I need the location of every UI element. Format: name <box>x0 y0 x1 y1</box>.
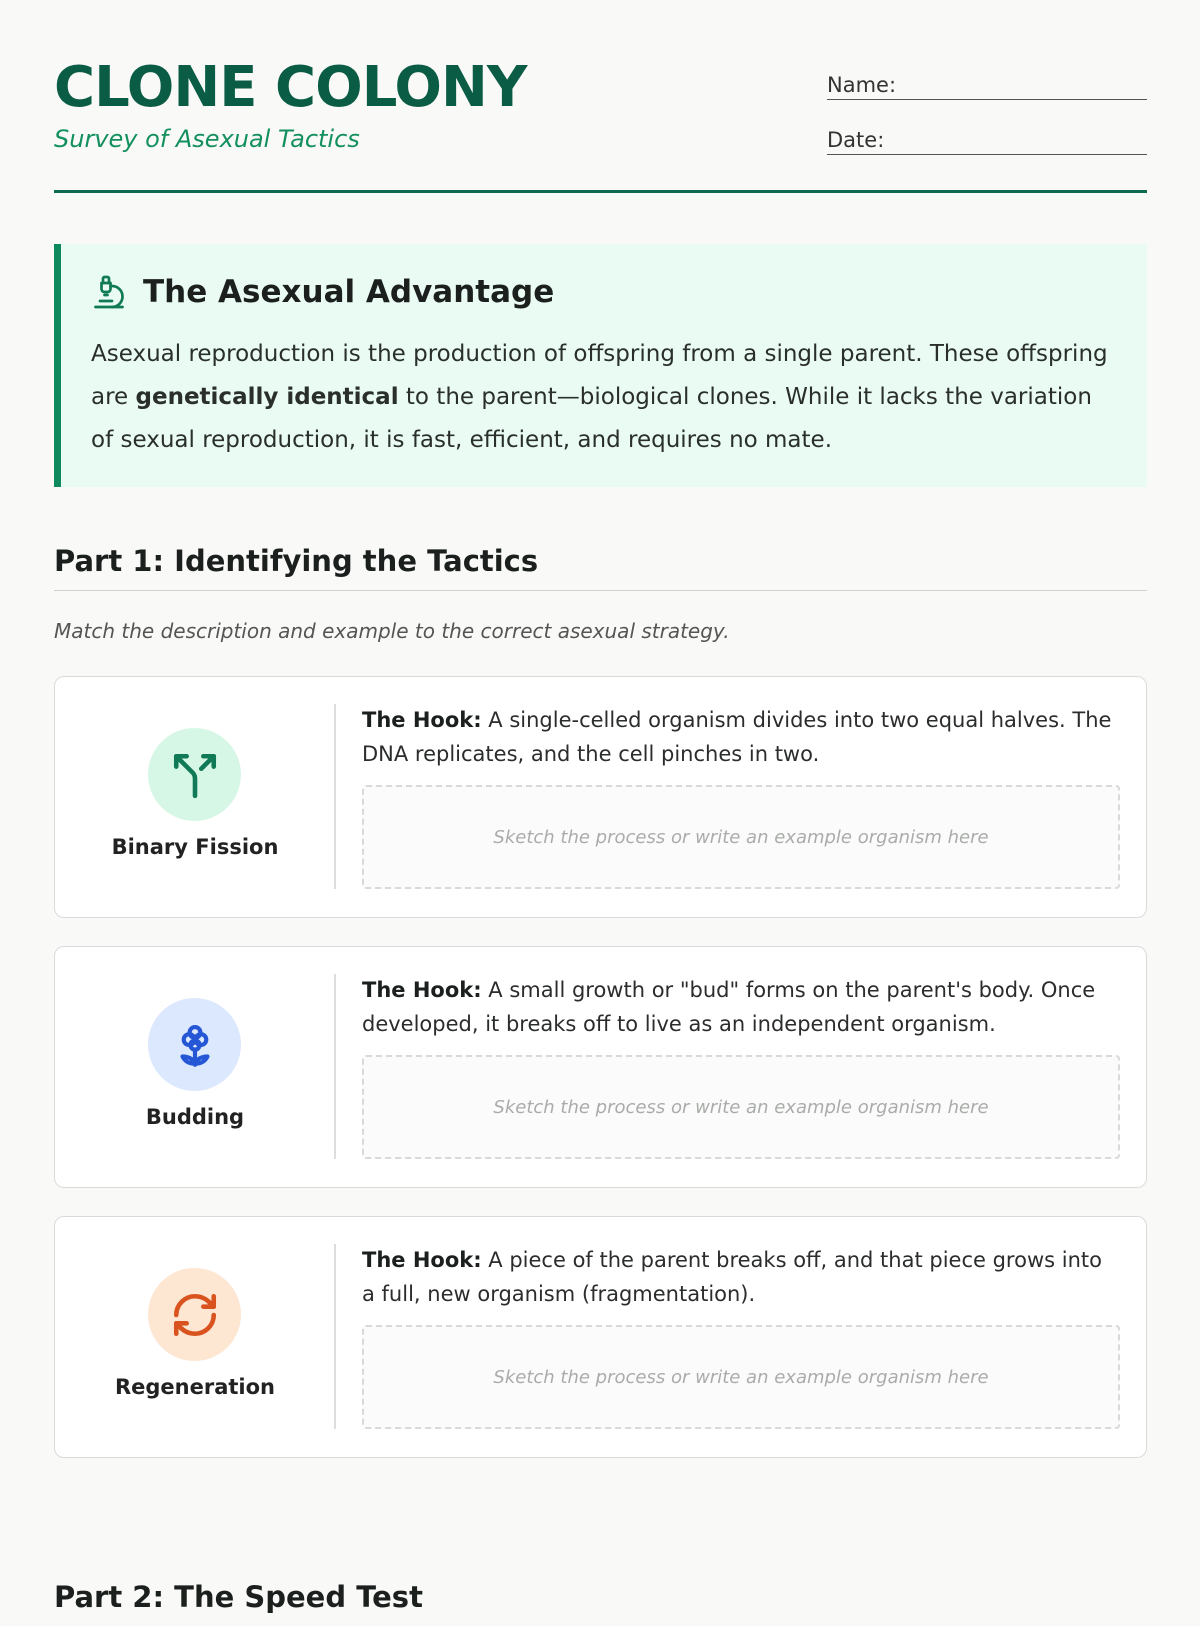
intro-heading <box>91 274 554 310</box>
card-divider <box>334 974 336 1159</box>
intro-text-bold: genetically identical <box>135 384 399 410</box>
tactic-label: Budding <box>145 1105 245 1129</box>
flower-icon <box>170 1020 220 1070</box>
intro-text <box>91 333 1111 462</box>
sketch-area[interactable] <box>362 1055 1120 1159</box>
split-arrows-icon <box>170 750 220 800</box>
intro-title: The Asexual Advantage <box>143 274 555 310</box>
tactic-badge <box>148 998 241 1091</box>
name-label: Name: <box>827 73 897 97</box>
tactic-card-budding <box>54 946 1147 1188</box>
hook-description: A piece of the parent breaks off, and that piece grows into a full, new organism (fragmentation). <box>362 1248 1102 1306</box>
intro-text-part: Asexual reproduction is the production of offspring from a single parent. These offspring are <box>91 341 1108 410</box>
tactic-card-left <box>55 677 335 917</box>
worksheet-page <box>54 0 1147 1614</box>
page-title: CLONE COLONY <box>54 55 527 120</box>
intro-text-part: to the parent—biological clones. While it lacks the variation of sexual reproduction, it is fast, efficient, and requires no mate. <box>91 384 1092 453</box>
part1-heading: Part 1: Identifying the Tactics <box>54 544 1147 591</box>
sketch-area[interactable] <box>362 785 1120 889</box>
refresh-icon <box>170 1290 220 1340</box>
card-divider <box>334 1244 336 1429</box>
tactic-card-left <box>55 947 335 1187</box>
hook-label: The Hook: <box>362 1248 482 1272</box>
part2-heading: Part 2: The Speed Test <box>54 1580 423 1614</box>
hook-text <box>362 1243 1114 1311</box>
tactic-card-binary-fission <box>54 676 1147 918</box>
sketch-placeholder: Sketch the process or write an example organism here <box>493 1366 989 1388</box>
sketch-placeholder: Sketch the process or write an example organism here <box>493 1096 989 1118</box>
date-label: Date: <box>827 128 885 152</box>
tactic-label: Regeneration <box>114 1375 276 1399</box>
hook-text <box>362 973 1114 1041</box>
hook-description: A single-celled organism divides into two equal halves. The DNA replicates, and the cell pinches in two. <box>362 708 1112 766</box>
tactic-badge <box>148 1268 241 1361</box>
page-subtitle: Survey of Asexual Tactics <box>54 125 360 153</box>
sketch-placeholder: Sketch the process or write an example organism here <box>493 826 989 848</box>
worksheet-header <box>54 0 1147 193</box>
tactic-badge <box>148 728 241 821</box>
hook-description: A small growth or "bud" forms on the parent's body. Once developed, it breaks off to live as an independent organism. <box>362 978 1096 1036</box>
microscope-icon <box>91 274 127 310</box>
sketch-area[interactable] <box>362 1325 1120 1429</box>
hook-label: The Hook: <box>362 978 482 1002</box>
name-field[interactable] <box>827 73 1147 100</box>
hook-label: The Hook: <box>362 708 482 732</box>
card-divider <box>334 704 336 889</box>
tactic-label: Binary Fission <box>111 835 279 859</box>
hook-text <box>362 703 1114 771</box>
tactic-card-regeneration <box>54 1216 1147 1458</box>
tactic-card-left <box>55 1217 335 1457</box>
intro-box <box>54 244 1147 487</box>
date-field[interactable] <box>827 128 1147 155</box>
part1-instruction: Match the description and example to the correct asexual strategy. <box>54 619 730 643</box>
